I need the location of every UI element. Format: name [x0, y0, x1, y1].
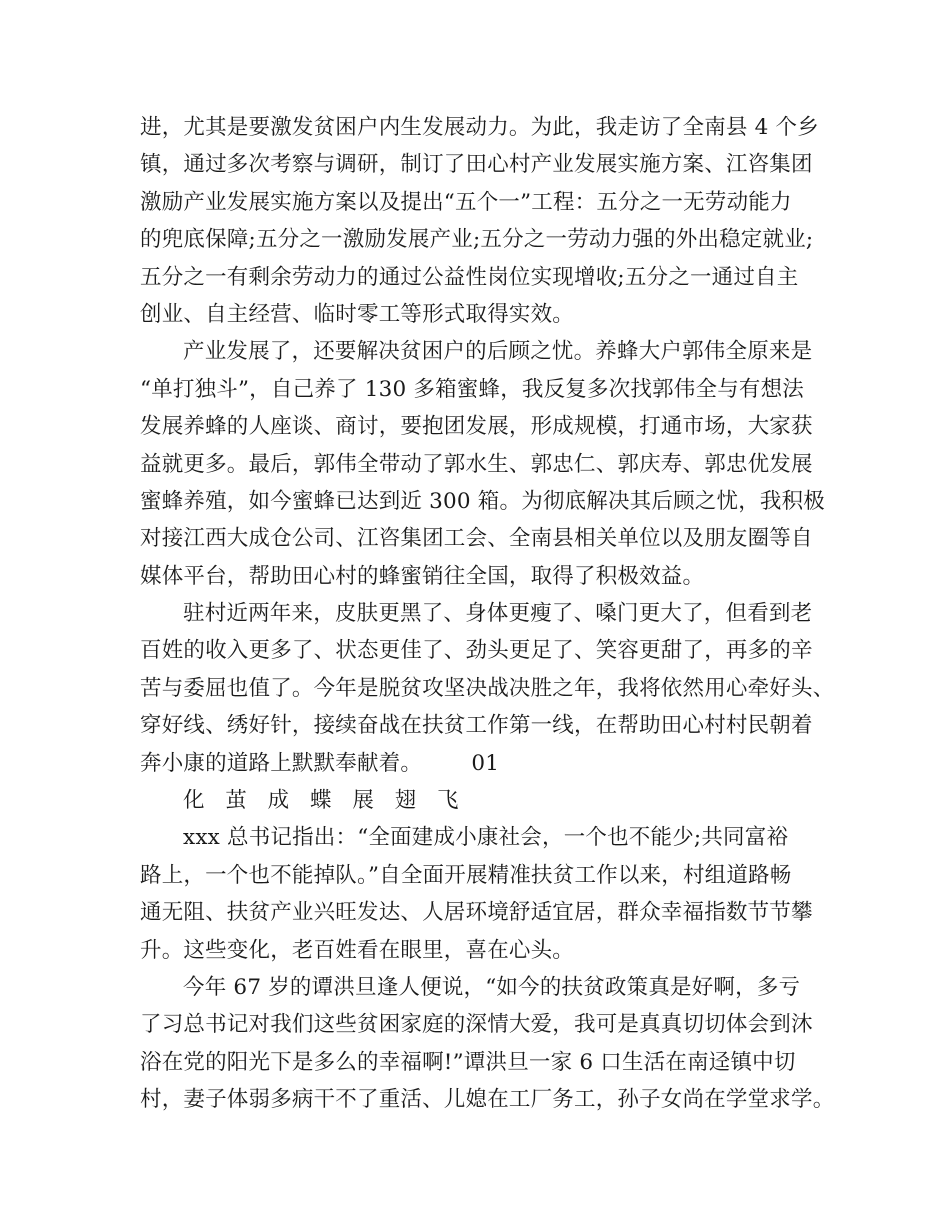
paragraph-line: xxx 总书记指出：“全面建成小康社会，一个也不能少;共同富裕 — [183, 825, 789, 851]
paragraph-line: 镇，通过多次考察与调研，制订了田心村产业发展实施方案、江咨集团 — [140, 152, 813, 178]
paragraph-line: 益就更多。最后，郭伟全带动了郭水生、郭忠仁、郭庆寿、郭忠优发展 — [140, 451, 813, 477]
paragraph-line: 升。这些变化，老百姓看在眼里，喜在心头。 — [140, 937, 575, 963]
article-body — [140, 109, 835, 1119]
paragraph-line: 产业发展了，还要解决贫困户的后顾之忧。养蜂大户郭伟全原来是 — [183, 339, 813, 365]
paragraph-line: 五分之一有剩余劳动力的通过公益性岗位实现增收;五分之一通过自主 — [140, 264, 799, 290]
paragraph-line: 创业、自主经营、临时零工等形式取得实效。 — [140, 301, 575, 327]
section-heading: 化 茧 成 蝶 展 翅 飞 — [183, 788, 466, 814]
paragraph-line: 蜜蜂养殖，如今蜜蜂已达到近 300 箱。为彻底解决其后顾之忧，我积极 — [140, 488, 826, 514]
paragraph-line: 媒体平台，帮助田心村的蜂蜜销往全国，取得了积极效益。 — [140, 563, 705, 589]
paragraph-line: 村，妻子体弱多病干不了重活、儿媳在工厂务工，孙子女尚在学堂求学。 — [140, 1087, 835, 1113]
paragraph-line: 对接江西大成仓公司、江咨集团工会、全南县相关单位以及朋友圈等自 — [140, 526, 813, 552]
paragraph-line: 通无阻、扶贫产业兴旺发达、人居环境舒适宜居，群众幸福指数节节攀 — [140, 900, 813, 926]
paragraph-line: 百姓的收入更多了、状态更佳了、劲头更足了、笑容更甜了，再多的辛 — [140, 638, 813, 664]
paragraph-line: 穿好线、绣好针，接续奋战在扶贫工作第一线，在帮助田心村村民朝着 — [140, 713, 813, 739]
paragraph-line: 了习总书记对我们这些贫困家庭的深情大爱，我可是真真切切体会到沐 — [140, 1012, 813, 1038]
paragraph-line: 的兜底保障;五分之一激励发展产业;五分之一劳动力强的外出稳定就业; — [140, 227, 814, 253]
paragraph-line: 进，尤其是要激发贫困户内生发展动力。为此，我走访了全南县 4 个乡 — [140, 115, 819, 140]
paragraph-line: “单打独斗”，自己养了 130 多箱蜜蜂，我反复多次找郭伟全与有想法 — [140, 376, 804, 402]
paragraph-line: 路上，一个也不能掉队。”自全面开展精准扶贫工作以来，村组道路畅 — [140, 862, 792, 888]
paragraph-line: 浴在党的阳光下是多么的幸福啊!”谭洪旦一家 6 口生活在南迳镇中切 — [140, 1049, 796, 1075]
paragraph-line: 驻村近两年来，皮肤更黑了、身体更瘦了、嗓门更大了，但看到老 — [183, 601, 813, 627]
paragraph-line: 苦与委屈也值了。今年是脱贫攻坚决战决胜之年，我将依然用心牵好头、 — [140, 675, 835, 701]
paragraph-line: 激励产业发展实施方案以及提出“五个一”工程：五分之一无劳动能力 — [140, 189, 792, 215]
paragraph-line: 今年 67 岁的谭洪旦逢人便说，“如今的扶贫政策真是好啊，多亏 — [183, 974, 801, 1000]
paragraph-line: 奔小康的道路上默默奉献着。 01 — [140, 750, 500, 776]
paragraph-line: 发展养蜂的人座谈、商讨，要抱团发展，形成规模，打通市场，大家获 — [140, 414, 813, 440]
